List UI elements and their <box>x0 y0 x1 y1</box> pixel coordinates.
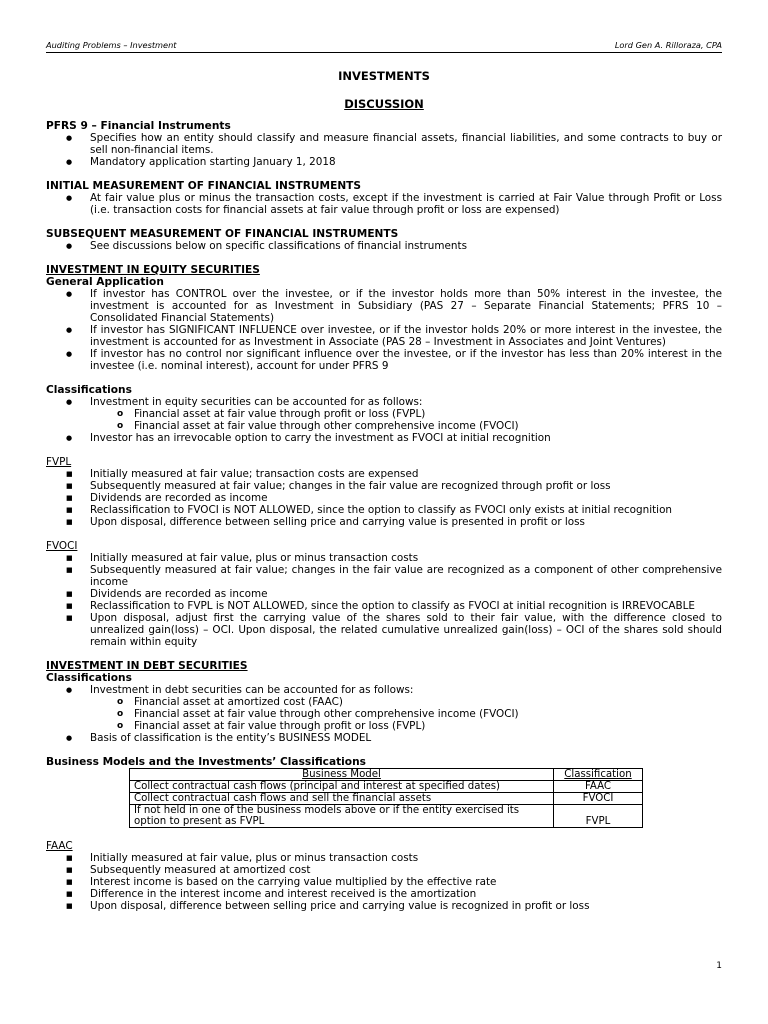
equity-classifications-list-2 <box>46 432 722 444</box>
document-page <box>46 40 722 912</box>
subsequent-measurement-heading: SUBSEQUENT MEASUREMENT OF FINANCIAL INSTRUMENTS <box>46 228 399 240</box>
table-cell: Collect contractual cash flows (principal and interest at specified dates) <box>130 781 554 793</box>
debt-heading: INVESTMENT IN DEBT SECURITIES <box>46 660 248 672</box>
equity-classifications-sublist <box>46 408 722 432</box>
equity-classifications-list <box>46 396 722 408</box>
fvpl-list <box>46 468 722 528</box>
table-cell: If not held in one of the business models above or if the entity exercised its option to present as FVPL <box>130 805 554 828</box>
list-item: ■ Reclassification to FVOCI is NOT ALLOWED, since the option to classify as FVOCI only exists at initial recognition <box>46 504 722 516</box>
column-header: Classification <box>554 769 643 781</box>
list-item: ■ Reclassification to FVPL is NOT ALLOWED, since the option to classify as FVOCI at initial recognition is IRREVOCABLE <box>46 600 722 612</box>
pfrs9-list <box>46 132 722 168</box>
list-item: ● Mandatory application starting January 1, 2018 <box>46 156 722 168</box>
list-item: o Financial asset at fair value through profit or loss (FVPL) <box>46 720 722 732</box>
list-item: o Financial asset at fair value through other comprehensive income (FVOCI) <box>46 708 722 720</box>
table-row <box>130 781 643 793</box>
pfrs9-heading: PFRS 9 – Financial Instruments <box>46 120 231 132</box>
running-header <box>46 40 722 53</box>
table-header-row <box>130 769 643 781</box>
page-number: 1 <box>716 961 722 971</box>
list-item: ● If investor has SIGNIFICANT INFLUENCE over investee, or if the investor holds 20% or more interest in the investee, the investment is accounted for as Investment in Associate (PAS 28 – Investment in Associates and Joint Ventures) <box>46 324 722 348</box>
general-application-list <box>46 288 722 372</box>
table-row <box>130 793 643 805</box>
faac-list <box>46 852 722 912</box>
list-item: ■ Dividends are recorded as income <box>46 492 722 504</box>
debt-classifications-sublist <box>46 696 722 732</box>
list-item: ■ Subsequently measured at fair value; changes in the fair value are recognized as a component of other comprehensive income <box>46 564 722 588</box>
list-item: ■ Upon disposal, adjust first the carrying value of the shares sold to their fair value, with the difference closed to unrealized gain(loss) – OCI. Upon disposal, the related cumulative unrealized gain(loss) – OCI of the shares sold should remain within equity <box>46 612 722 648</box>
list-item: ■ Initially measured at fair value, plus or minus transaction costs <box>46 552 722 564</box>
equity-classifications-heading: Classifications <box>46 384 132 396</box>
document-title: INVESTMENTS <box>338 69 430 83</box>
list-item: ■ Subsequently measured at fair value; changes in the fair value are recognized through profit or loss <box>46 480 722 492</box>
list-item: ● Investment in debt securities can be accounted for as follows: <box>46 684 722 696</box>
table-cell: FVPL <box>554 805 643 828</box>
debt-classifications-list-2 <box>46 732 722 744</box>
list-item: ● At fair value plus or minus the transaction costs, except if the investment is carried at Fair Value through Profit or Loss (i.e. transaction costs for financial assets at fair value through profit or loss are expensed) <box>46 192 722 216</box>
list-item: ● See discussions below on specific classifications of financial instruments <box>46 240 722 252</box>
faac-heading: FAAC <box>46 840 73 852</box>
fvpl-heading: FVPL <box>46 456 72 468</box>
list-item: ● Investment in equity securities can be accounted for as follows: <box>46 396 722 408</box>
list-item: ● If investor has no control nor significant influence over the investee, or if the investor has less than 20% interest in the investee (i.e. nominal interest), account for under PFRS 9 <box>46 348 722 372</box>
document-subtitle: DISCUSSION <box>344 97 424 111</box>
table-cell: FAAC <box>554 781 643 793</box>
business-model-table <box>129 768 643 828</box>
list-item: ■ Upon disposal, difference between selling price and carrying value is recognized in profit or loss <box>46 900 722 912</box>
subsequent-measurement-list <box>46 240 722 252</box>
initial-measurement-heading: INITIAL MEASUREMENT OF FINANCIAL INSTRUMENTS <box>46 180 362 192</box>
list-item: ■ Initially measured at fair value, plus or minus transaction costs <box>46 852 722 864</box>
table-cell: Collect contractual cash flows and sell the financial assets <box>130 793 554 805</box>
list-item: ■ Upon disposal, difference between selling price and carrying value is presented in profit or loss <box>46 516 722 528</box>
header-left: Auditing Problems – Investment <box>46 40 177 50</box>
business-models-heading: Business Models and the Investments’ Classifications <box>46 756 366 768</box>
list-item: ■ Subsequently measured at amortized cost <box>46 864 722 876</box>
debt-classifications-list <box>46 684 722 696</box>
equity-heading: INVESTMENT IN EQUITY SECURITIES <box>46 264 260 276</box>
table-cell: FVOCI <box>554 793 643 805</box>
fvoci-heading: FVOCI <box>46 540 78 552</box>
list-item: ■ Interest income is based on the carrying value multiplied by the effective rate <box>46 876 722 888</box>
list-item: ■ Initially measured at fair value; transaction costs are expensed <box>46 468 722 480</box>
fvoci-list <box>46 552 722 648</box>
list-item: ● Basis of classification is the entity’s BUSINESS MODEL <box>46 732 722 744</box>
list-item: ● Specifies how an entity should classify and measure financial assets, financial liabilities, and some contracts to buy or sell non-financial items. <box>46 132 722 156</box>
list-item: ■ Dividends are recorded as income <box>46 588 722 600</box>
list-item: o Financial asset at fair value through other comprehensive income (FVOCI) <box>46 420 722 432</box>
table-row <box>130 805 643 828</box>
list-item: o Financial asset at fair value through profit or loss (FVPL) <box>46 408 722 420</box>
list-item: ● Investor has an irrevocable option to carry the investment as FVOCI at initial recognition <box>46 432 722 444</box>
list-item: o Financial asset at amortized cost (FAAC) <box>46 696 722 708</box>
header-right: Lord Gen A. Rilloraza, CPA <box>614 40 722 50</box>
column-header: Business Model <box>130 769 554 781</box>
general-application-heading: General Application <box>46 276 164 288</box>
initial-measurement-list <box>46 192 722 216</box>
debt-classifications-heading: Classifications <box>46 672 132 684</box>
list-item: ■ Difference in the interest income and interest received is the amortization <box>46 888 722 900</box>
list-item: ● If investor has CONTROL over the investee, or if the investor holds more than 50% interest in the investee, the investment is accounted for as Investment in Subsidiary (PAS 27 – Separate Financial Statements; PFRS 10 – Consolidated Financial Statements) <box>46 288 722 324</box>
